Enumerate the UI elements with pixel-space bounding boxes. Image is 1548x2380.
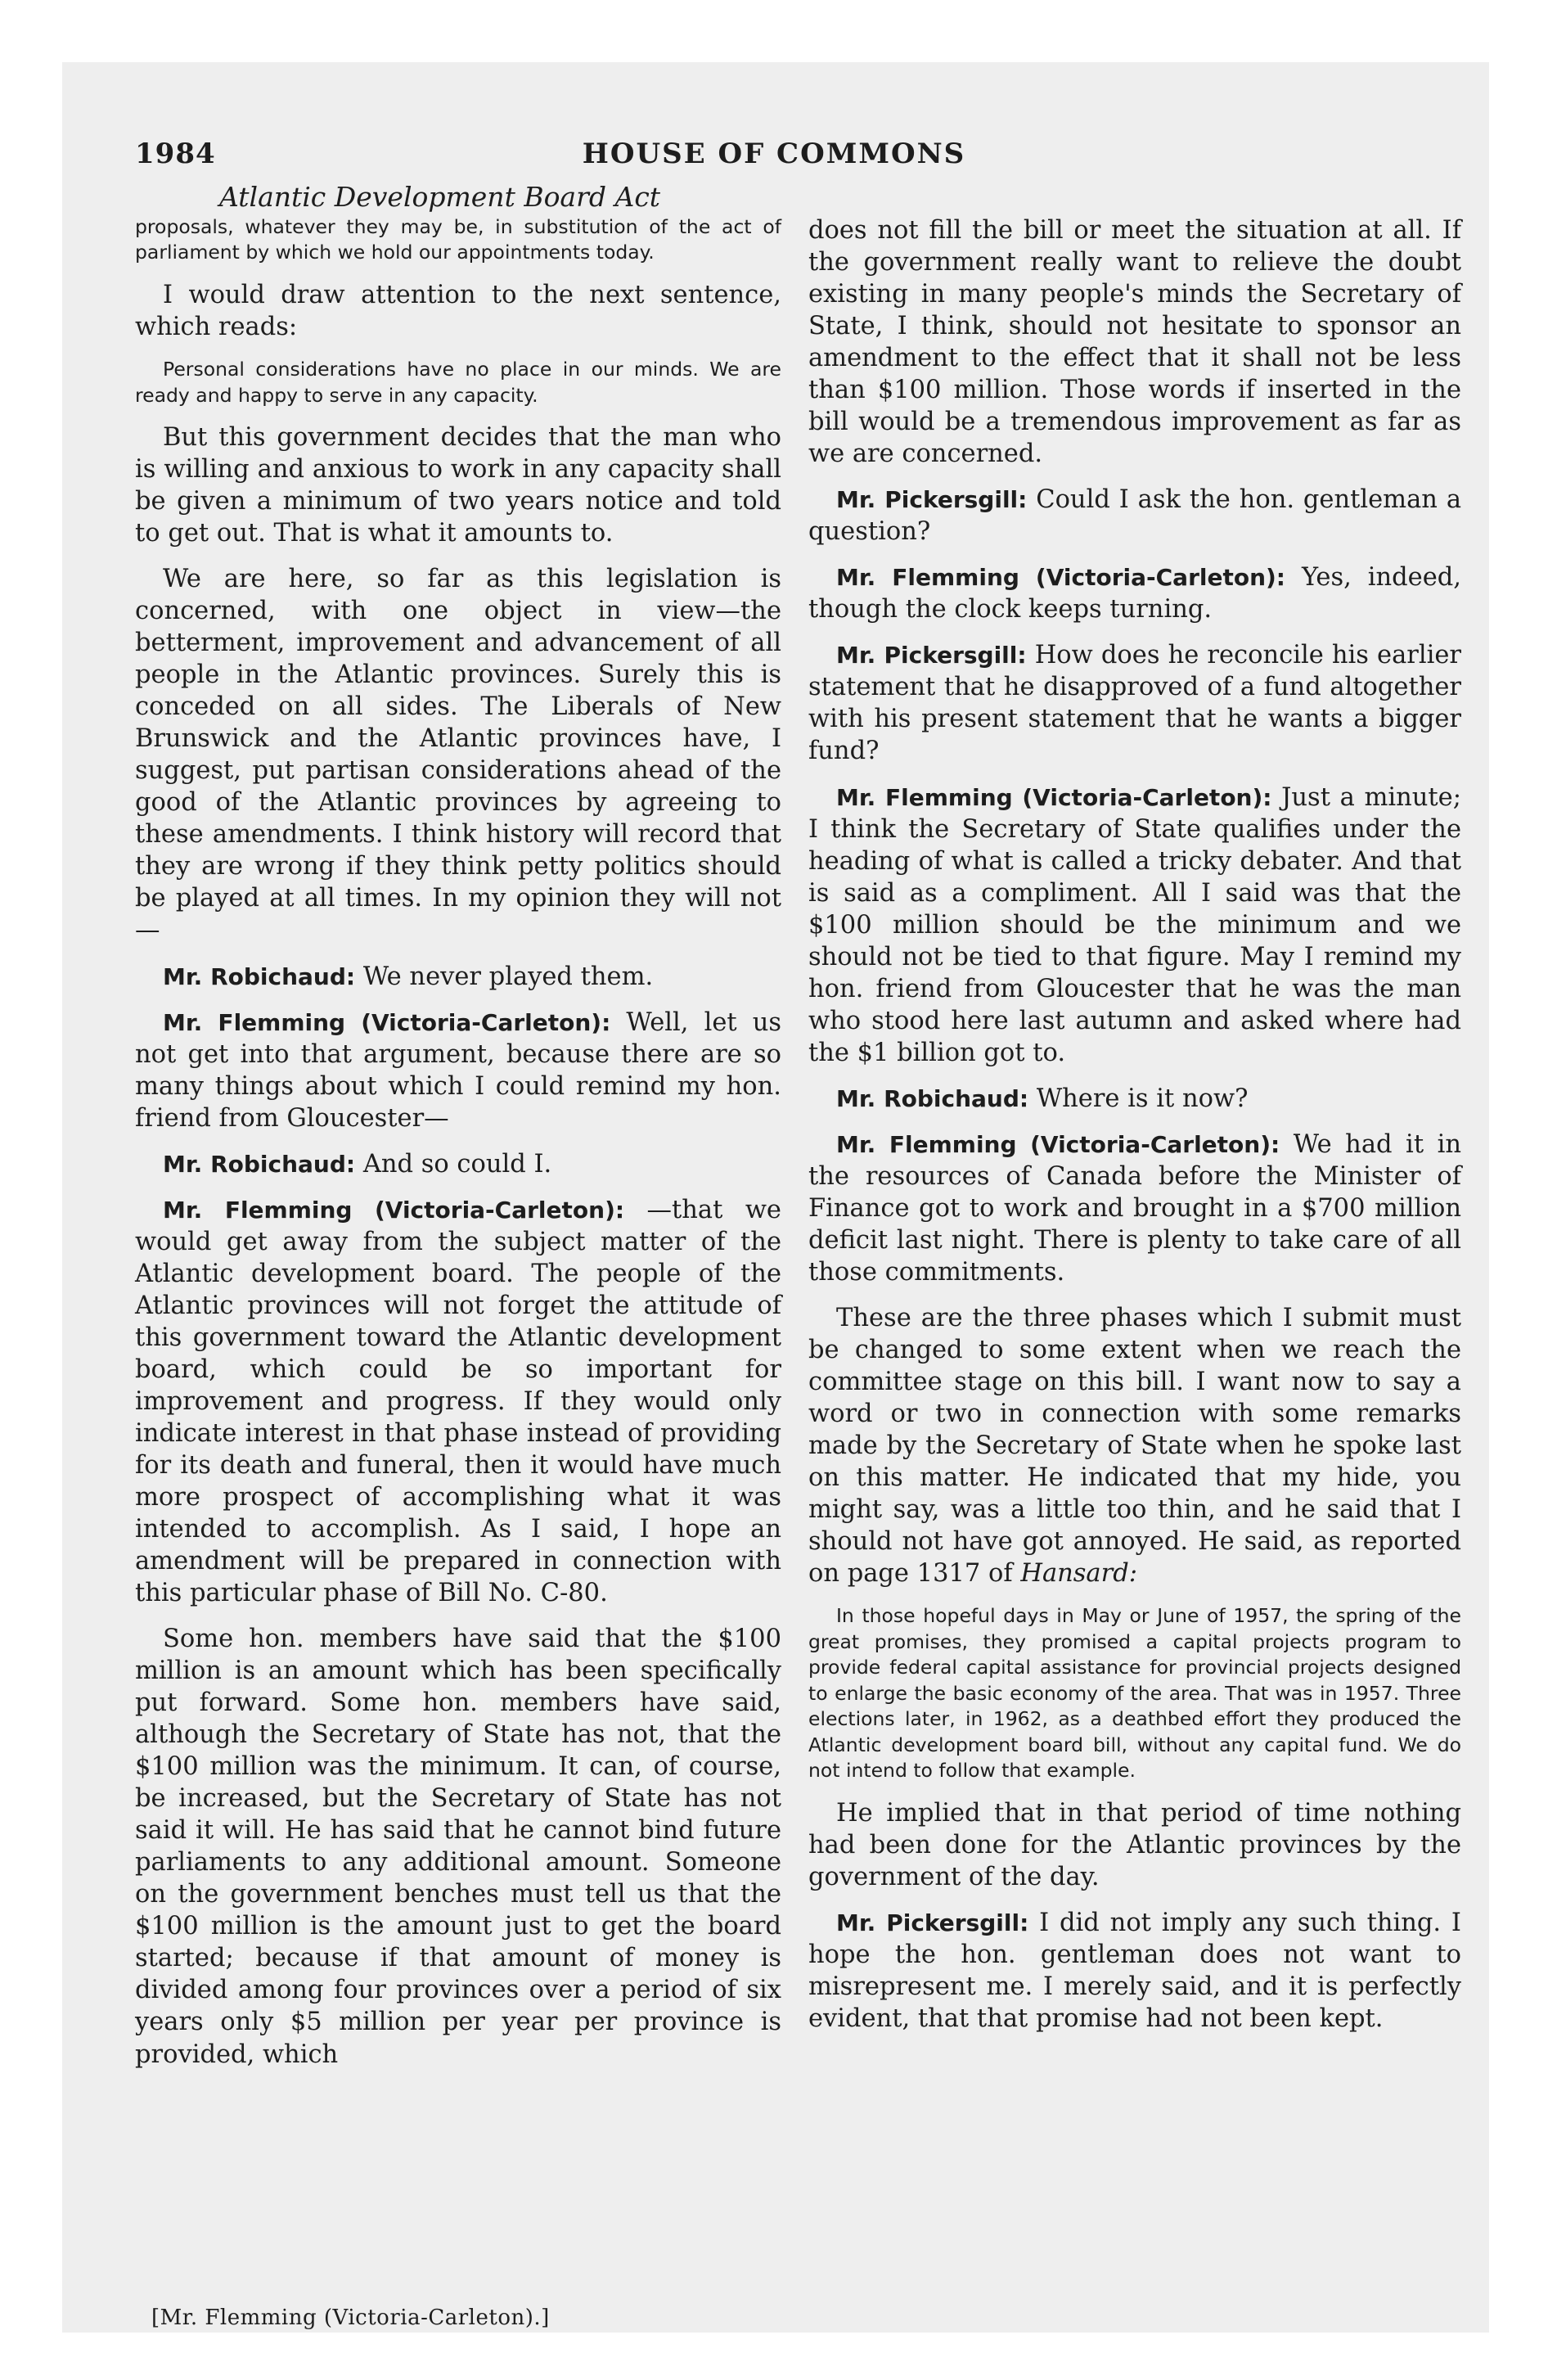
speaker-name: Mr. Flemming (Victoria-Carleton):: [836, 783, 1272, 811]
right-column: [808, 214, 1461, 2049]
speaker-name: Mr. Pickersgill:: [836, 642, 1027, 669]
speech-text: We had it in the resources of Canada before the Minister of Finance got to work and brought in a $700 million deficit last night. There is plenty to take care of all those commitments.: [808, 1129, 1461, 1287]
speech-paragraph: [135, 1007, 781, 1134]
speech-paragraph: [808, 561, 1461, 625]
speech-paragraph: [808, 1907, 1461, 2035]
body-paragraph: does not fill the bill or meet the situation at all. If the government really want to relieve the doubt existing in many people's minds the Secretary of State, I think, should not hesitate to sponsor an amendment to the effect that it shall not be less than $100 million. Those words if inserted in the bill would be a tremendous improvement as far as we are concerned.: [808, 216, 1461, 469]
left-column: [135, 214, 781, 2085]
body-text: These are the three phases which I submit must be changed to some extent when we reach the committee stage on this bill. I want now to say a word or two in connection with some remarks made by the Secretary of State when he spoke last on this matter. He indicated that my hide, you might say, was a little too thin, and he said that I should not have got annoyed. He said, as reported on page 1317 of: [808, 1303, 1461, 1589]
hansard-reference: Hansard:: [1020, 1559, 1138, 1589]
speaker-name: Mr. Flemming (Victoria-Carleton):: [163, 1008, 611, 1036]
body-paragraph: [808, 1302, 1461, 1589]
speech-paragraph: [135, 961, 781, 993]
body-paragraph: But this government decides that the man who is willing and anxious to work in any capacity shall be given a minimum of two years notice and told to get out. That is what it amounts to.: [135, 423, 781, 548]
speech-text: And so could I.: [362, 1149, 552, 1179]
speaker-name: Mr. Flemming (Victoria-Carleton):: [836, 564, 1286, 592]
quote-paragraph: Personal considerations have no place in our minds. We are ready and happy to serve in any capacity.: [135, 358, 781, 407]
speech-text: Just a minute; I think the Secretary of State qualifies under the heading of what is called a tricky debater. And that is said as a compliment. All I said was that the $100 million should be the minimum and we should not be tied to that figure. May I remind my hon. friend from Gloucester that he was the man who stood here last autumn and asked where had the $1 billion got to.: [808, 782, 1462, 1067]
page-number: 1984: [135, 137, 216, 170]
speaker-name: Mr. Pickersgill:: [836, 486, 1028, 514]
speech-paragraph: [808, 1083, 1461, 1115]
body-paragraph: We are here, so far as this legislation is concerned, with one object in view—the betterment, improvement and advancement of all people in the Atlantic provinces. Surely this is conceded on all sides. The Liberals of New Brunswick and the Atlantic provinces have, I suggest, put partisan considerations ahead of the good of the Atlantic provinces by agreeing to these amendments. I think history will record that they are wrong if they think petty politics should be played at all times. In my opinion they will not—: [135, 565, 781, 945]
speech-text: Where is it now?: [1036, 1084, 1249, 1113]
speaker-name: Mr. Robichaud:: [163, 1150, 356, 1178]
quote-paragraph: In those hopeful days in May or June of 1957, the spring of the great promises, they promised a capital projects program to provide federal capital assistance for provincial projects designed to enlarge the basic economy of the area. That was in 1957. Three elections later, in 1962, as a deathbed effort they produced the Atlantic development board bill, without any capital fund. We do not intend to follow that example.: [808, 1604, 1461, 1783]
speech-text: I did not imply any such thing. I hope the hon. gentleman does not want to misrepresent me. I merely said, and it is perfectly evident, that that promise had not been kept.: [808, 1908, 1461, 2033]
speaker-name: Mr. Robichaud:: [163, 962, 356, 990]
page-subheading: Atlantic Development Board Act: [219, 181, 661, 213]
speech-paragraph: [808, 1129, 1461, 1288]
speaker-name: Mr. Flemming (Victoria-Carleton):: [163, 1196, 625, 1224]
page-header: HOUSE OF COMMONS: [582, 137, 966, 170]
body-paragraph: He implied that in that period of time nothing had been done for the Atlantic provinces by the government of the day.: [808, 1798, 1461, 1891]
speech-paragraph: [135, 1148, 781, 1180]
speech-text: Could I ask the hon. gentleman a question?: [808, 485, 1461, 547]
speech-paragraph: [808, 484, 1461, 548]
body-paragraph: I would draw attention to the next sentence, which reads:: [135, 280, 781, 341]
quote-paragraph: proposals, whatever they may be, in substitution of the act of parliament by which we hold our appointments today.: [135, 215, 781, 264]
speech-text: We never played them.: [362, 962, 654, 991]
speaker-name: Mr. Flemming (Victoria-Carleton):: [836, 1130, 1280, 1158]
page-footer: [Mr. Flemming (Victoria-Carleton).]: [151, 2306, 550, 2330]
speech-paragraph: [135, 1194, 781, 1609]
speech-text: How does he reconcile his earlier statement that he disapproved of a fund altogether with his present statement that he wants a bigger fund?: [808, 641, 1461, 766]
speech-text: Well, let us not get into that argument, because there are so many things about which I could remind my hon. friend from Gloucester—: [135, 1007, 781, 1133]
speaker-name: Mr. Robichaud:: [836, 1084, 1029, 1112]
speech-paragraph: [808, 782, 1461, 1069]
speaker-name: Mr. Pickersgill:: [836, 1909, 1029, 1936]
body-paragraph: Some hon. members have said that the $100 million is an amount which has been specifically put forward. Some hon. members have said, although the Secretary of State has not, that the $100 million was the minimum. It can, of course, be increased, but the Secretary of State has not said it will. He has said that he cannot bind future parliaments to any additional amount. Someone on the government benches must tell us that the $100 million is the amount just to get the board started; because if that amount of money is divided among four provinces over a period of six years only $5 million per year per province is provided, which: [135, 1625, 781, 2069]
speech-text: Yes, indeed, though the clock keeps turning.: [808, 563, 1461, 624]
speech-text: —that we would get away from the subject matter of the Atlantic development board. The people of the Atlantic provinces will not forget the attitude of this government toward the Atlantic development board, which could be so important for improvement and progress. If they would only indicate interest in that phase instead of providing for its death and funeral, then it would have much more prospect of accomplishing what it was intended to accomplish. As I said, I hope an amendment will be prepared in connection with this particular phase of Bill No. C-80.: [135, 1195, 781, 1608]
speech-paragraph: [808, 639, 1461, 767]
